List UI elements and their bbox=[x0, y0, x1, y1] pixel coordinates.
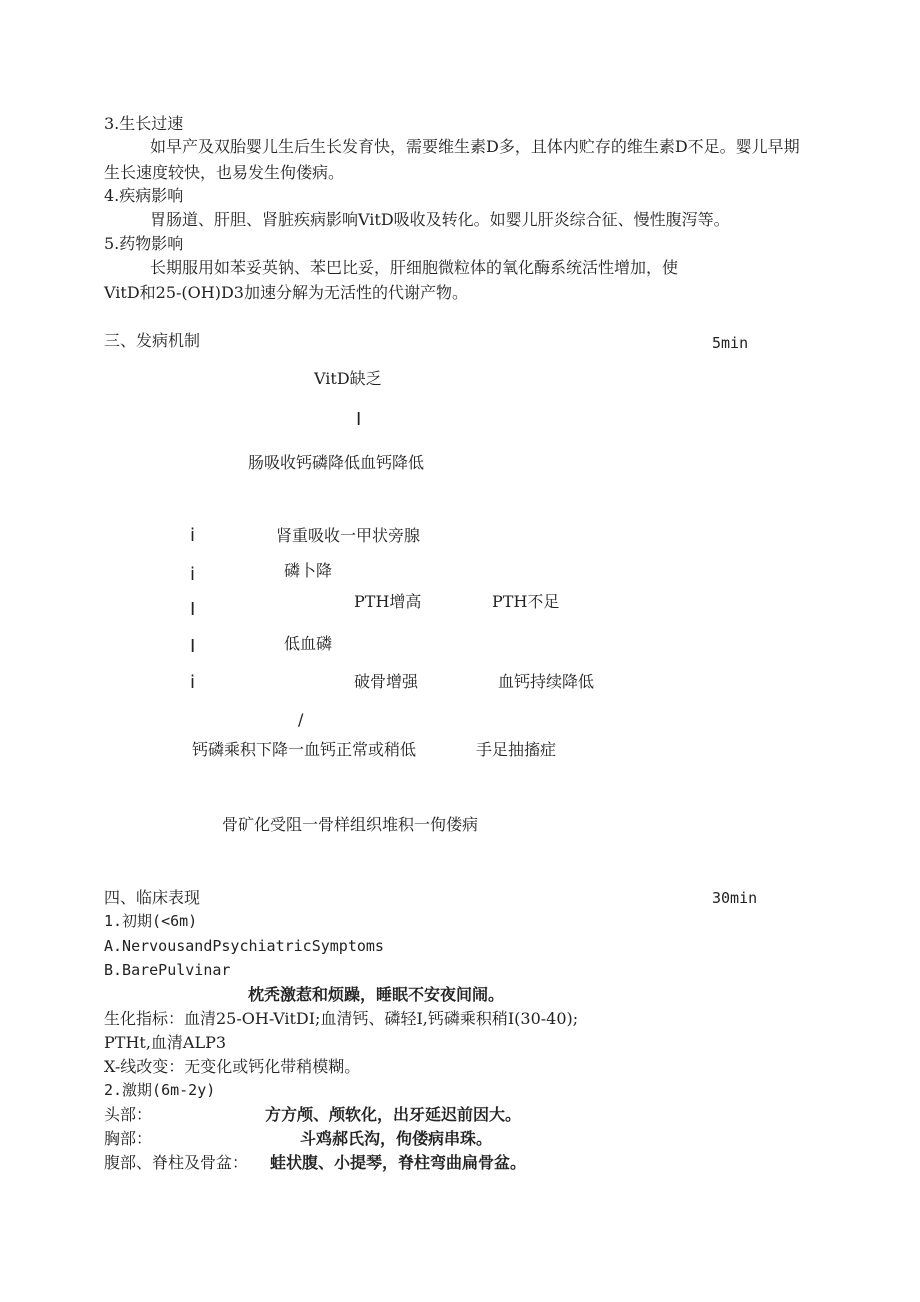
flow-mark-2: i bbox=[190, 564, 196, 585]
flow-tetany: 手足抽搐症 bbox=[476, 740, 557, 759]
heading-clinical: 四、临床表现 bbox=[104, 888, 201, 907]
time-mechanism: 5min bbox=[712, 334, 749, 352]
biochem-line1: 生化指标：血清25-OH-VitDI;血清钙、磷轻I,钙磷乘积稍I(30-40); bbox=[104, 1009, 579, 1028]
paragraph-disease: 胃肠道、肝胆、肾脏疾病影响VitD吸收及转化。如婴儿肝炎综合征、慢性腹泻等。 bbox=[150, 210, 730, 229]
flow-arrow-down: I bbox=[356, 409, 362, 430]
flow-kidney: 肾重吸收一甲状旁腺 bbox=[276, 526, 421, 545]
flow-bone-resorption: 破骨增强 bbox=[354, 672, 419, 691]
xray-line: X-线改变：无变化或钙化带稍模糊。 bbox=[104, 1057, 361, 1076]
heading-disease: 4.疾病影响 bbox=[104, 186, 184, 205]
head-label: 头部： bbox=[104, 1105, 153, 1124]
symptom-b: B.BarePulvinar bbox=[104, 961, 231, 979]
flow-mark-5: i bbox=[190, 672, 196, 693]
early-summary: 枕秃激惹和烦躁，睡眠不安夜间闹。 bbox=[248, 985, 505, 1004]
chest-label: 胸部： bbox=[104, 1129, 153, 1148]
early-stage: 1.初期(<6m) bbox=[104, 912, 198, 930]
chest-text: 斗鸡郝氏沟，佝偻病串珠。 bbox=[300, 1129, 493, 1148]
abdomen-text: 蛙状腹、小提琴，脊柱弯曲扁骨盆。 bbox=[270, 1153, 527, 1172]
flow-mark-1: i bbox=[190, 525, 196, 546]
heading-drug: 5.药物影响 bbox=[104, 234, 184, 253]
time-clinical: 30min bbox=[712, 889, 758, 907]
flow-product: 钙磷乘积下降一血钙正常或稍低 bbox=[192, 740, 417, 759]
flow-low-phos: 低血磷 bbox=[284, 634, 333, 653]
flow-pth-high: PTH增高 bbox=[354, 592, 422, 611]
active-stage: 2.激期(6m-2y) bbox=[104, 1081, 216, 1099]
heading-mechanism: 三、发病机制 bbox=[104, 331, 201, 350]
flow-pth-low: PTH不足 bbox=[492, 592, 560, 611]
flow-slash: / bbox=[298, 710, 304, 729]
paragraph-drug-line1: 长期服用如苯妥英钠、苯巴比妥，肝细胞微粒体的氧化酶系统活性增加，使 bbox=[150, 258, 679, 277]
head-text: 方方颅、颅软化，出牙延迟前因大。 bbox=[265, 1105, 522, 1124]
heading-growth: 3.生长过速 bbox=[104, 114, 184, 133]
paragraph-growth: 如早产及双胎婴儿生后生长发育快，需要维生素D多，且体内贮存的维生素D不足。婴儿早期生长速度较快，也易发生佝偻病。 bbox=[104, 137, 800, 182]
symptom-a: A.NervousandPsychiatricSymptoms bbox=[104, 937, 384, 955]
flow-intestine: 肠吸收钙磷降低血钙降低 bbox=[248, 453, 425, 472]
biochem-line2: PTHt,血清ALP3 bbox=[104, 1033, 227, 1052]
flow-phos-drop: 磷卜降 bbox=[284, 561, 333, 580]
flow-ca-drop: 血钙持续降低 bbox=[498, 672, 595, 691]
paragraph-drug-line2: VitD和25-(OH)D3加速分解为无活性的代谢产物。 bbox=[104, 283, 468, 302]
flow-mark-4: I bbox=[190, 636, 196, 657]
abdomen-label: 腹部、脊柱及骨盆： bbox=[104, 1153, 249, 1172]
flow-rickets: 骨矿化受阻一骨样组织堆积一佝偻病 bbox=[222, 815, 479, 834]
flow-mark-3: I bbox=[190, 599, 196, 620]
flow-vitd-deficiency: VitD缺乏 bbox=[314, 369, 382, 388]
